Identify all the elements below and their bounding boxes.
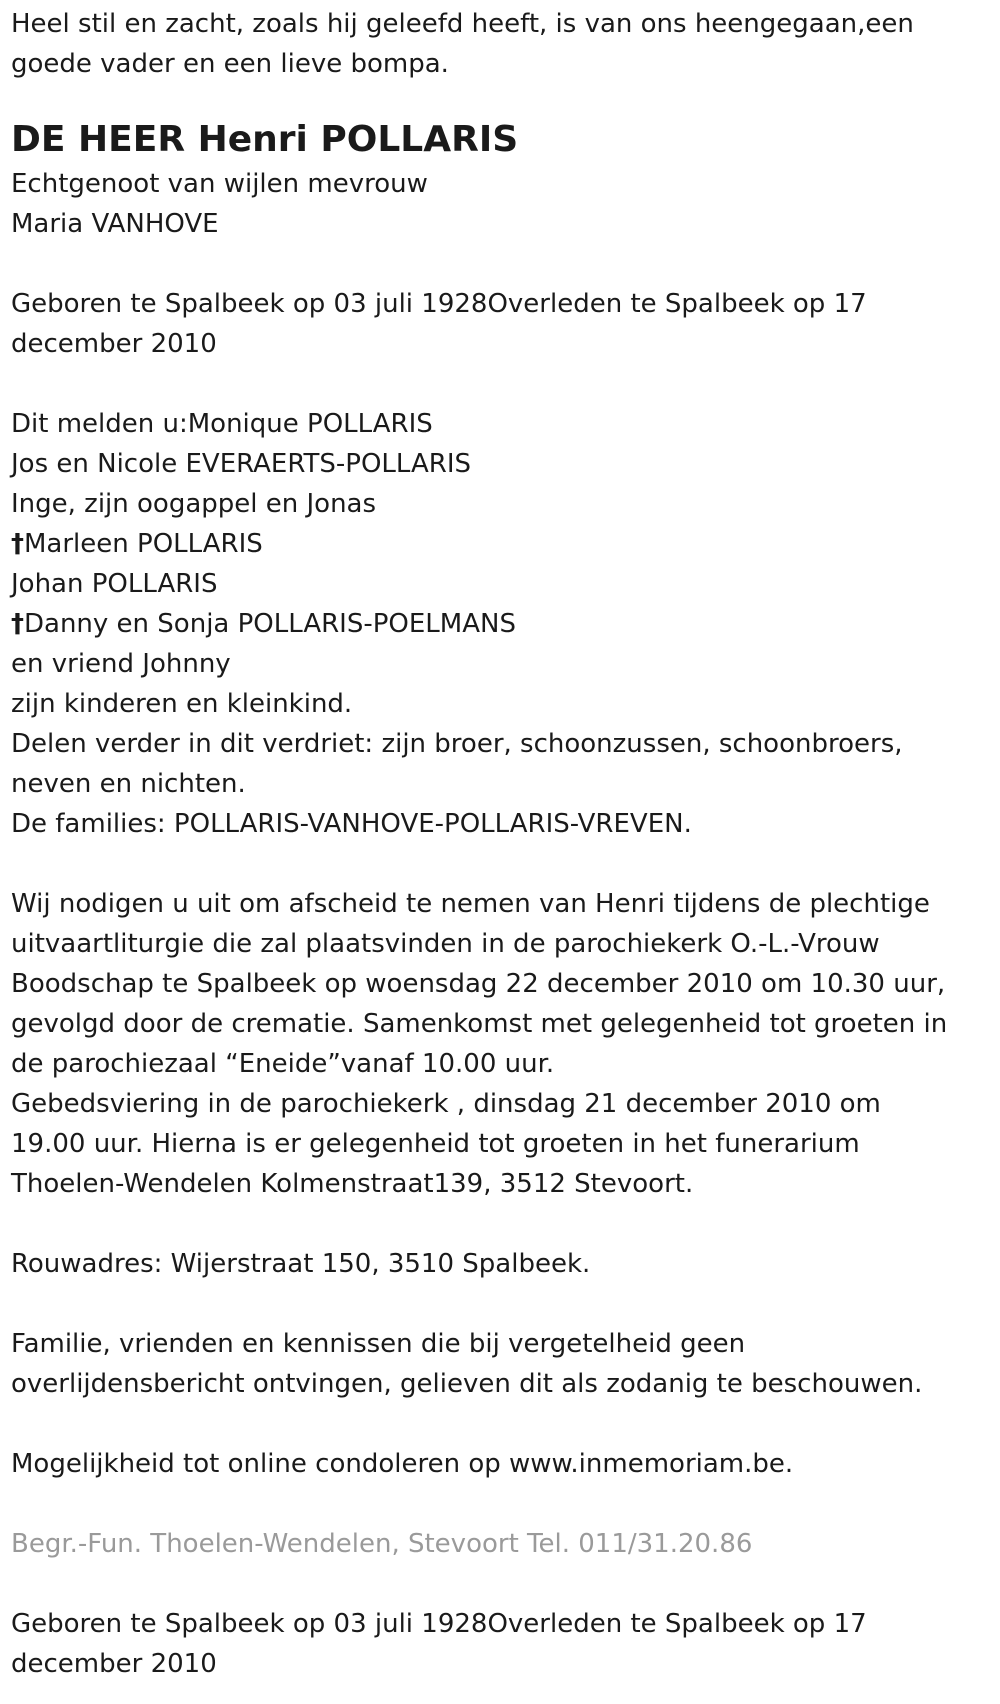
family-line-deceased [11, 524, 980, 564]
notice-line: Familie, vrienden en kennissen die bij vergetelheid geen [11, 1329, 746, 1359]
family-line-deceased [11, 604, 980, 644]
birth-death-dates-repeat [11, 1604, 980, 1684]
intro-line: goede vader en een lieve bompa. [11, 49, 449, 79]
family-line: neven en nichten. [11, 769, 246, 799]
cross-icon: † [11, 529, 24, 559]
family-line: Delen verder in dit verdriet: zijn broer, schoonzussen, schoonbroers, [11, 729, 903, 759]
family-line: Dit melden u:Monique POLLARIS [11, 409, 433, 439]
mourning-address: Rouwadres: Wijerstraat 150, 3510 Spalbeek. [11, 1249, 591, 1279]
online-condolence: Mogelijkheid tot online condoleren op www.inmemoriam.be. [11, 1449, 794, 1479]
spouse-line: Echtgenoot van wijlen mevrouw [11, 169, 428, 199]
cross-icon: † [11, 609, 24, 639]
ceremony-details [11, 884, 980, 1204]
family-line: Johan POLLARIS [11, 569, 218, 599]
ceremony-line: gevolgd door de crematie. Samenkomst met gelegenheid tot groeten in [11, 1009, 948, 1039]
family-line: Jos en Nicole EVERAERTS-POLLARIS [11, 449, 472, 479]
family-line: De families: POLLARIS-VANHOVE-POLLARIS-VREVEN. [11, 809, 692, 839]
dates-line: december 2010 [11, 329, 217, 359]
funeral-home: Begr.-Fun. Thoelen-Wendelen, Stevoort Tel. 011/31.20.86 [11, 1529, 753, 1559]
ceremony-line: Thoelen-Wendelen Kolmenstraat139, 3512 Stevoort. [11, 1169, 694, 1199]
birth-death-dates [11, 284, 980, 364]
ceremony-line: 19.00 uur. Hierna is er gelegenheid tot groeten in het funerarium [11, 1129, 860, 1159]
dates-line: Geboren te Spalbeek op 03 juli 1928Overleden te Spalbeek op 17 [11, 1609, 867, 1639]
notice-text [11, 1324, 980, 1404]
ceremony-line: de parochiezaal “Eneide”vanaf 10.00 uur. [11, 1049, 555, 1079]
ceremony-line: Boodschap te Spalbeek op woensdag 22 december 2010 om 10.30 uur, [11, 969, 946, 999]
dates-line: december 2010 [11, 1649, 217, 1679]
ceremony-line: uitvaartliturgie die zal plaatsvinden in de parochiekerk O.-L.-Vrouw [11, 929, 880, 959]
intro-line: Heel stil en zacht, zoals hij geleefd heeft, is van ons heengegaan,een [11, 9, 914, 39]
ceremony-line: Gebedsviering in de parochiekerk , dinsdag 21 december 2010 om [11, 1089, 881, 1119]
family-line: zijn kinderen en kleinkind. [11, 689, 353, 719]
intro-text [11, 4, 980, 84]
spouse-text [11, 164, 980, 244]
family-list [11, 404, 980, 844]
family-line: en vriend Johnny [11, 649, 231, 679]
spouse-line: Maria VANHOVE [11, 209, 219, 239]
family-member: Marleen POLLARIS [24, 529, 263, 559]
ceremony-line: Wij nodigen u uit om afscheid te nemen van Henri tijdens de plechtige [11, 889, 930, 919]
family-member: Danny en Sonja POLLARIS-POELMANS [24, 609, 516, 639]
notice-line: overlijdensbericht ontvingen, gelieven dit als zodanig te beschouwen. [11, 1369, 923, 1399]
family-line: Inge, zijn oogappel en Jonas [11, 489, 377, 519]
dates-line: Geboren te Spalbeek op 03 juli 1928Overleden te Spalbeek op 17 [11, 289, 867, 319]
deceased-name: DE HEER Henri POLLARIS [11, 119, 519, 160]
